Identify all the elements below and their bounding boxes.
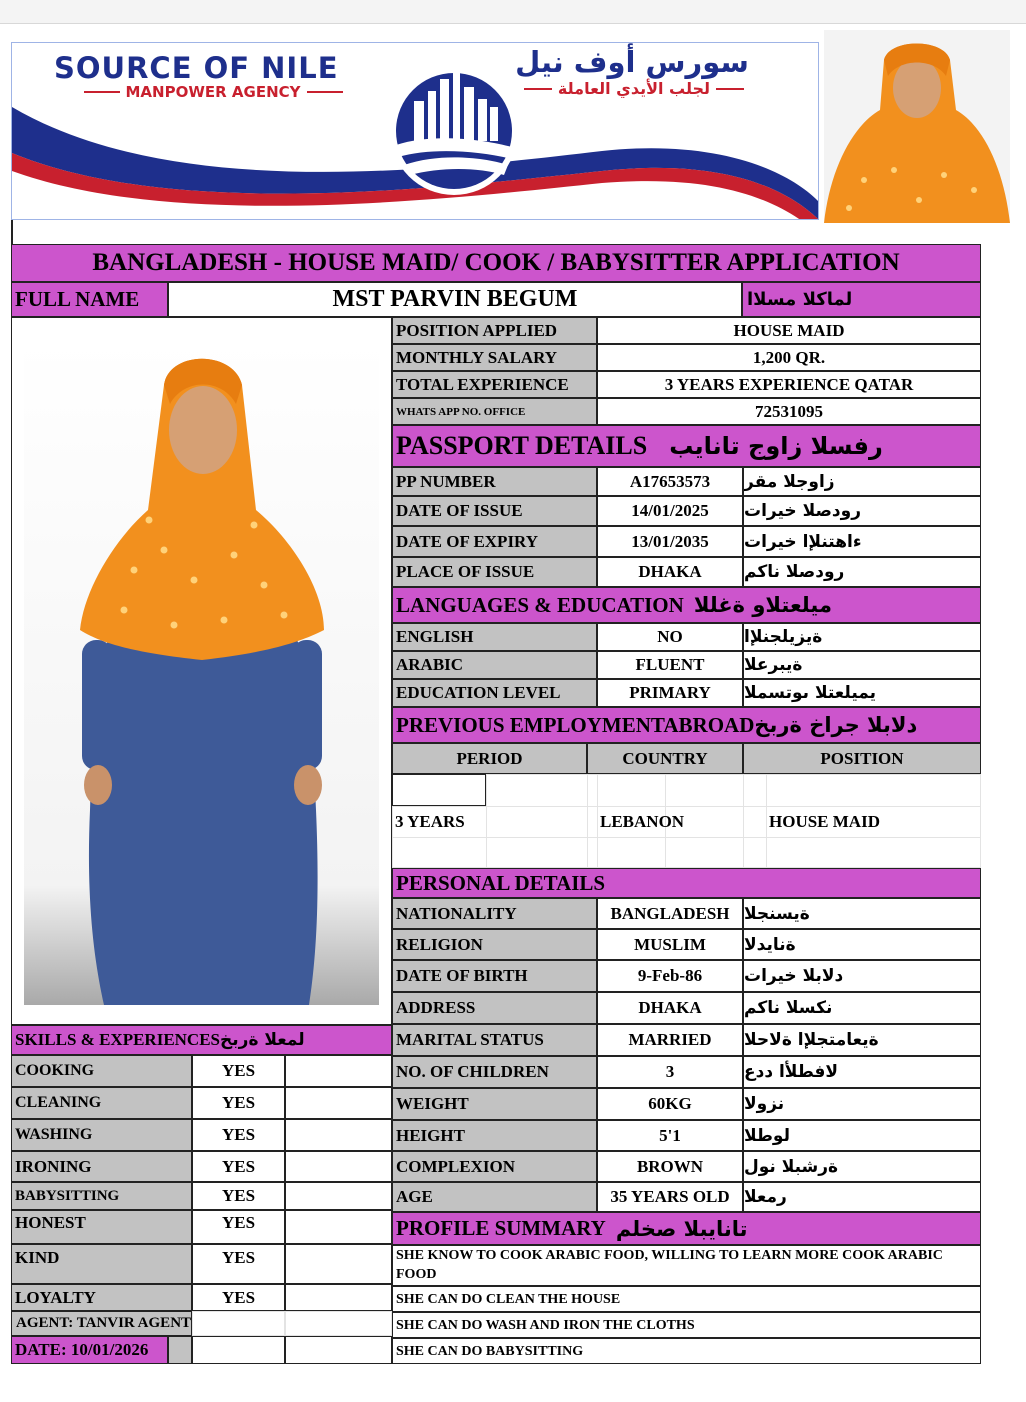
date-of-issue-value: 14/01/2025 [597, 496, 743, 526]
agent-text: AGENT: TANVIR AGENT [16, 1315, 192, 1331]
profile-line-3: SHE CAN DO WASH AND IRON THE CLOTHS [392, 1312, 981, 1338]
skills-header [11, 1025, 392, 1055]
education-level-value: PRIMARY [597, 679, 743, 707]
full-name-value: MST PARVIN BEGUM [168, 282, 742, 317]
date-gap [168, 1336, 192, 1364]
full-photo [24, 340, 379, 1005]
agency-subtitle-arabic [518, 79, 750, 98]
age-arabic: رمعلا [743, 1182, 981, 1212]
employment-col-country: COUNTRY [587, 743, 743, 774]
monthly-salary-label: MONTHLY SALARY [392, 344, 597, 371]
complexion-value: BROWN [597, 1151, 743, 1182]
photo-figure-full [24, 340, 379, 1005]
languages-title-arabic: ميلعتلاو ةغللا [693, 593, 832, 617]
employment-header [392, 707, 981, 743]
education-level-arabic: يميلعتلا ىوتسملا [743, 679, 981, 707]
skill-cleaning-value: YES [192, 1087, 285, 1119]
monthly-salary-value: 1,200 QR. [597, 344, 981, 371]
personal-header: PERSONAL DETAILS [392, 868, 981, 898]
employment-col-position: POSITION [743, 743, 981, 774]
application-title: BANGLADESH - HOUSE MAID/ COOK / BABYSITTER APPLICATION [11, 244, 981, 282]
arabic-label: ARABIC [392, 651, 597, 679]
full-name-label: FULL NAME [11, 282, 168, 317]
passport-title-arabic: رفسلا زاوج تانايب [669, 432, 883, 460]
passport-title: PASSPORT DETAILS [396, 431, 648, 460]
skill-cooking-blank [285, 1055, 392, 1087]
skill-babysitting-label: BABYSITTING [11, 1182, 192, 1210]
skill-kind-label: KIND [11, 1244, 192, 1284]
weight-label: WEIGHT [392, 1088, 597, 1120]
skill-cooking-label: COOKING [11, 1055, 192, 1087]
form-left-edge [11, 220, 13, 244]
skill-washing-value: YES [192, 1119, 285, 1151]
date-of-issue-label: DATE OF ISSUE [392, 496, 597, 526]
profile-line-4: SHE CAN DO BABYSITTING [392, 1338, 981, 1364]
languages-header [392, 587, 981, 623]
skill-loyalty-value: YES [192, 1284, 285, 1311]
agency-subtitle-arabic-text: لجلب الأيدي العاملة [557, 79, 711, 98]
position-applied-value: HOUSE MAID [597, 317, 981, 344]
skill-cleaning-blank [285, 1087, 392, 1119]
passport-header [392, 425, 981, 467]
pp-number-value: A17653573 [597, 467, 743, 496]
marital-status-label: MARITAL STATUS [392, 1024, 597, 1056]
profile-line-2: SHE CAN DO CLEAN THE HOUSE [392, 1286, 981, 1312]
skill-honest-value: YES [192, 1210, 285, 1244]
address-arabic: نكسلا ناكم [743, 992, 981, 1024]
skill-washing-label: WASHING [11, 1119, 192, 1151]
full-photo-frame [11, 317, 392, 1025]
date-of-birth-value: 9-Feb-86 [597, 960, 743, 992]
employment-col-period: PERIOD [392, 743, 587, 774]
place-of-issue-value: DHAKA [597, 557, 743, 587]
date-of-expiry-label: DATE OF EXPIRY [392, 526, 597, 557]
skill-ironing-label: IRONING [11, 1151, 192, 1182]
skill-loyalty-blank [285, 1284, 392, 1311]
skills-title: SKILLS & EXPERIENCES [15, 1030, 221, 1049]
place-of-issue-arabic: رودصلا ناكم [743, 557, 981, 587]
height-arabic: لوطلا [743, 1120, 981, 1151]
small-photo [824, 30, 1010, 223]
english-value: NO [597, 623, 743, 651]
nationality-arabic: ةيسنجلا [743, 898, 981, 929]
skills-title-arabic: لمعلا ةربخ [220, 1030, 305, 1050]
place-of-issue-label: PLACE OF ISSUE [392, 557, 597, 587]
marital-status-arabic: ةيعامتجلإا ةلاحلا [743, 1024, 981, 1056]
total-experience-value: 3 YEARS EXPERIENCE QATAR [597, 371, 981, 398]
employment-grid [392, 774, 981, 868]
skill-washing-blank [285, 1119, 392, 1151]
complexion-label: COMPLEXION [392, 1151, 597, 1182]
address-value: DHAKA [597, 992, 743, 1024]
height-value: 5'1 [597, 1120, 743, 1151]
agency-subtitle-text: MANPOWER AGENCY [125, 83, 301, 101]
skill-kind-blank [285, 1244, 392, 1284]
skill-loyalty-label: LOYALTY [11, 1284, 192, 1311]
skill-babysitting-blank [285, 1182, 392, 1210]
address-label: ADDRESS [392, 992, 597, 1024]
arabic-arabic: ةيبرعلا [743, 651, 981, 679]
profile-line-1: SHE KNOW TO COOK ARABIC FOOD, WILLING TO LEARN MORE COOK ARABIC FOOD [392, 1245, 981, 1286]
arabic-value: FLUENT [597, 651, 743, 679]
agency-banner [11, 42, 819, 220]
total-experience-label: TOTAL EXPERIENCE [392, 371, 597, 398]
children-value: 3 [597, 1056, 743, 1088]
agent-cell-right [285, 1311, 392, 1336]
date-cell: DATE: 10/01/2026 [11, 1336, 168, 1364]
date-cell-right [285, 1336, 392, 1364]
profile-title-arabic: تانايبلا صخلم [615, 1216, 748, 1241]
skill-kind-value: YES [192, 1244, 285, 1284]
height-label: HEIGHT [392, 1120, 597, 1151]
employment-title-arabic: دلابلا جراخ ةربخ [754, 713, 918, 737]
skill-ironing-blank [285, 1151, 392, 1182]
religion-arabic: ةنايدلا [743, 929, 981, 960]
nationality-label: NATIONALITY [392, 898, 597, 929]
languages-title: LANGUAGES & EDUCATION [396, 592, 684, 617]
nationality-value: BANGLADESH [597, 898, 743, 929]
skill-honest-label: HONEST [11, 1210, 192, 1244]
skill-cleaning-label: CLEANING [11, 1087, 192, 1119]
children-arabic: لافطلأا ددع [743, 1056, 981, 1088]
date-of-issue-arabic: رودصلا خيرات [743, 496, 981, 526]
profile-title: PROFILE SUMMARY [396, 1216, 606, 1240]
employment-title: PREVIOUS EMPLOYMENTABROAD [396, 712, 755, 737]
top-bar [0, 0, 1026, 24]
pp-number-label: PP NUMBER [392, 467, 597, 496]
complexion-arabic: ةرشبلا نول [743, 1151, 981, 1182]
date-of-expiry-value: 13/01/2035 [597, 526, 743, 557]
age-value: 35 YEARS OLD [597, 1182, 743, 1212]
english-label: ENGLISH [392, 623, 597, 651]
whatsapp-label: WHATS APP NO. OFFICE [392, 398, 597, 425]
employment-position: HOUSE MAID [769, 811, 880, 831]
position-applied-label: POSITION APPLIED [392, 317, 597, 344]
pp-number-arabic: زاوجلا مقر [743, 467, 981, 496]
religion-label: RELIGION [392, 929, 597, 960]
english-arabic: ةيزيلجنلإا [743, 623, 981, 651]
date-of-expiry-arabic: ءاهتنلإا خيرات [743, 526, 981, 557]
religion-value: MUSLIM [597, 929, 743, 960]
date-of-birth-arabic: دلابلا خيرات [743, 960, 981, 992]
skill-honest-blank [285, 1210, 392, 1244]
skill-ironing-value: YES [192, 1151, 285, 1182]
marital-status-value: MARRIED [597, 1024, 743, 1056]
full-name-label-arabic: لماكلا مسلاا [742, 282, 981, 317]
date-cell-mid [192, 1336, 285, 1364]
profile-header [392, 1212, 981, 1245]
photo-figure-small [824, 30, 1010, 223]
education-level-label: EDUCATION LEVEL [392, 679, 597, 707]
agency-subtitle [58, 83, 368, 101]
agency-name-arabic: سورس أوف نيل [515, 45, 749, 79]
agency-name: SOURCE OF NILE [54, 51, 339, 85]
employment-period: 3 YEARS [395, 811, 465, 831]
age-label: AGE [392, 1182, 597, 1212]
weight-arabic: نزولا [743, 1088, 981, 1120]
children-label: NO. OF CHILDREN [392, 1056, 597, 1088]
weight-value: 60KG [597, 1088, 743, 1120]
skill-babysitting-value: YES [192, 1182, 285, 1210]
skill-cooking-value: YES [192, 1055, 285, 1087]
whatsapp-value: 72531095 [597, 398, 981, 425]
date-of-birth-label: DATE OF BIRTH [392, 960, 597, 992]
employment-country: LEBANON [600, 811, 685, 831]
